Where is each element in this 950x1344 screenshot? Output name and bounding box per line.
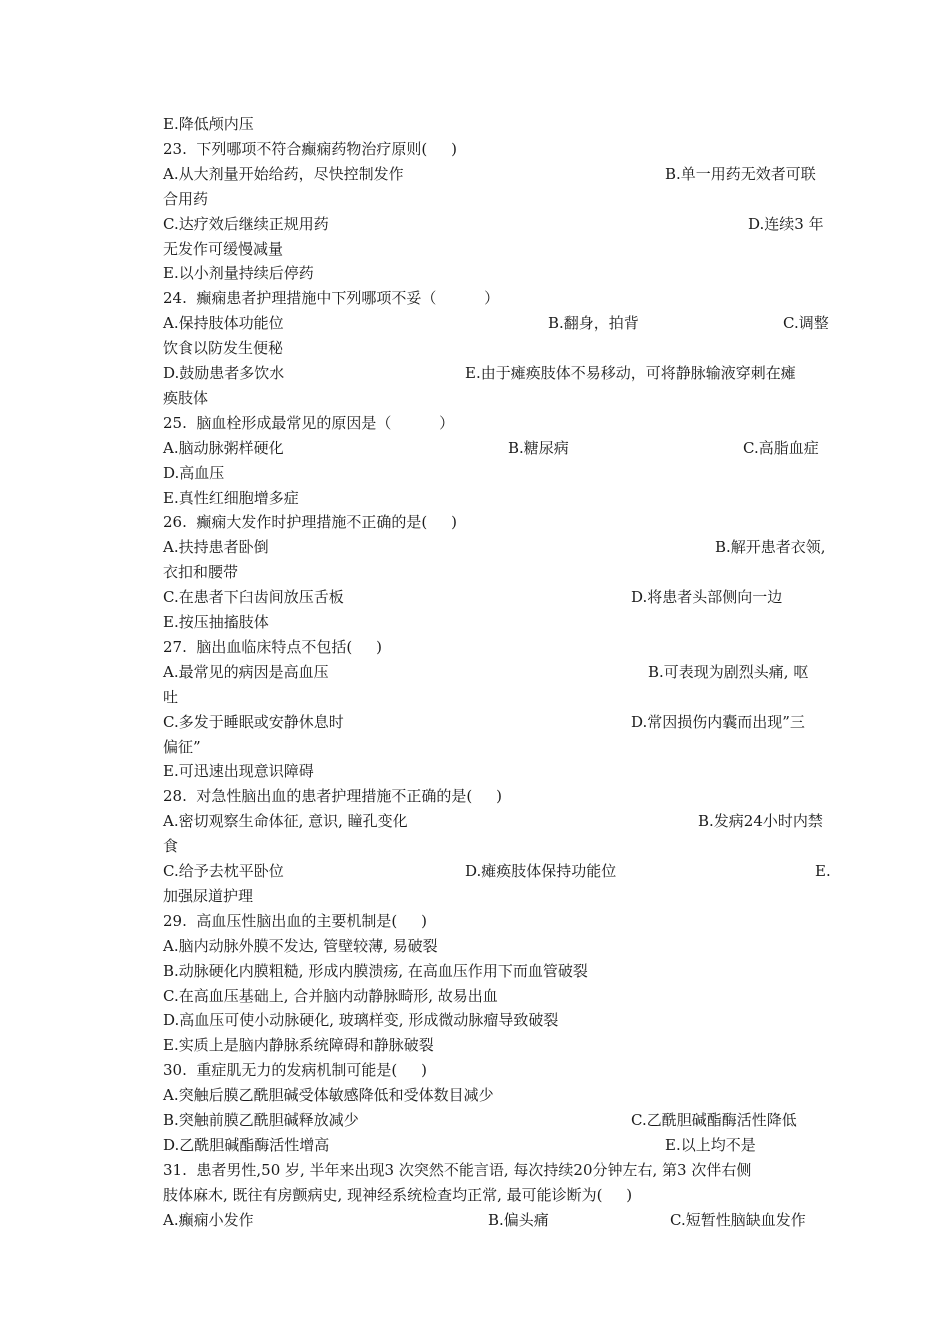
- text-segment: E.可迅速出现意识障碍: [163, 762, 314, 781]
- text-line: [163, 859, 833, 884]
- text-line: [163, 759, 833, 784]
- text-segment: E.真性红细胞增多症: [163, 488, 299, 507]
- text-line: [163, 685, 833, 710]
- text-segment: 25. 脑血栓形成最常见的原因是（ ）: [163, 413, 455, 432]
- text-segment: A.最常见的病因是高血压: [163, 662, 329, 681]
- text-line: [163, 535, 833, 560]
- text-segment: A.密切观察生命体征, 意识, 瞳孔变化: [163, 812, 408, 831]
- text-segment: A.脑动脉粥样硬化: [163, 438, 284, 457]
- text-line: [163, 162, 833, 187]
- text-segment: D.连续3 年: [748, 214, 824, 233]
- text-line: [163, 411, 833, 436]
- text-segment: 痪肢体: [163, 388, 209, 407]
- text-segment: D.常因损伤内囊而出现”三: [631, 712, 805, 731]
- text-segment: 吐: [163, 687, 179, 706]
- text-line: [163, 212, 833, 237]
- text-segment: D.乙酰胆碱酯酶活性增高: [163, 1135, 330, 1154]
- text-segment: 饮食以防发生便秘: [163, 339, 284, 358]
- text-segment: B.糖尿病: [508, 438, 569, 457]
- text-line: [163, 336, 833, 361]
- text-segment: B.单一用药无效者可联: [665, 164, 816, 183]
- text-segment: C.达疗效后继续正规用药: [163, 214, 329, 233]
- text-segment: A.脑内动脉外膜不发达, 管壁较薄, 易破裂: [163, 936, 438, 955]
- text-segment: C.在患者下臼齿间放压舌板: [163, 588, 344, 607]
- text-line: [163, 1058, 833, 1083]
- text-line: [163, 112, 833, 137]
- text-line: [163, 585, 833, 610]
- text-line: [163, 137, 833, 162]
- text-segment: D.高血压可使小动脉硬化, 玻璃样变, 形成微动脉瘤导致破裂: [163, 1011, 559, 1030]
- text-line: [163, 311, 833, 336]
- text-line: [163, 187, 833, 212]
- text-segment: C.高脂血症: [743, 438, 819, 457]
- text-segment: C.乙酰胆碱酯酶活性降低: [631, 1111, 797, 1129]
- text-segment: 28. 对急性脑出血的患者护理措施不正确的是( ): [163, 787, 502, 806]
- text-segment: E.: [815, 862, 831, 880]
- text-line: [163, 1008, 833, 1033]
- text-line: [163, 1208, 833, 1233]
- text-line: [163, 510, 833, 535]
- text-segment: B.解开患者衣领,: [715, 538, 826, 557]
- text-segment: 30. 重症肌无力的发病机制可能是( ): [163, 1061, 427, 1080]
- text-line: [163, 1133, 833, 1158]
- text-segment: E.降低颅内压: [163, 115, 254, 133]
- text-line: [163, 710, 833, 735]
- text-line: [163, 959, 833, 984]
- text-line: [163, 560, 833, 585]
- text-segment: C.给予去枕平卧位: [163, 862, 284, 880]
- text-segment: 26. 癫痫大发作时护理措施不正确的是( ): [163, 513, 457, 532]
- text-segment: 食: [163, 837, 179, 856]
- text-segment: D.鼓励患者多饮水: [163, 364, 285, 382]
- text-segment: D.高血压: [163, 463, 225, 482]
- text-line: [163, 909, 833, 934]
- text-line: [163, 486, 833, 511]
- text-line: [163, 1108, 833, 1133]
- text-segment: A.扶持患者卧倒: [163, 538, 269, 557]
- text-segment: B.动脉硬化内膜粗糙, 形成内膜溃疡, 在高血压作用下而血管破裂: [163, 961, 588, 980]
- text-line: [163, 610, 833, 635]
- text-segment: E.按压抽搐肢体: [163, 613, 269, 631]
- text-line: [163, 834, 833, 859]
- text-segment: A.保持肢体功能位: [163, 314, 284, 333]
- text-segment: C.多发于睡眠或安静休息时: [163, 712, 344, 731]
- text-line: [163, 1183, 833, 1208]
- text-segment: C.在高血压基础上, 合并脑内动静脉畸形, 故易出血: [163, 986, 498, 1005]
- text-segment: 23. 下列哪项不符合癫痫药物治疗原则( ): [163, 139, 457, 158]
- text-line: [163, 386, 833, 411]
- text-segment: C.短暂性脑缺血发作: [670, 1210, 806, 1229]
- text-segment: 肢体麻木, 既往有房颤病史, 现神经系统检查均正常, 最可能诊断为( ): [163, 1185, 633, 1204]
- text-segment: B.发病24小时内禁: [698, 812, 823, 831]
- text-segment: 加强尿道护理: [163, 886, 254, 905]
- text-line: [163, 784, 833, 809]
- text-line: [163, 735, 833, 760]
- text-line: [163, 934, 833, 959]
- text-segment: B.翻身，拍背: [548, 314, 639, 333]
- text-line: [163, 984, 833, 1009]
- text-segment: E.以小剂量持续后停药: [163, 264, 314, 283]
- text-segment: E.以上均不是: [665, 1135, 756, 1154]
- text-segment: 衣扣和腰带: [163, 563, 239, 582]
- text-segment: C.调整: [783, 314, 829, 333]
- text-line: [163, 1158, 833, 1183]
- text-line: [163, 884, 833, 909]
- text-segment: B.偏头痛: [488, 1210, 549, 1229]
- text-line: [163, 286, 833, 311]
- text-line: [163, 1083, 833, 1108]
- text-segment: D.瘫痪肢体保持功能位: [465, 862, 617, 880]
- text-line: [163, 461, 833, 486]
- text-segment: 31. 患者男性,50 岁, 半年来出现3 次突然不能言语, 每次持续20分钟左右, 第3 次伴右侧: [163, 1160, 752, 1179]
- text-segment: 27. 脑出血临床特点不包括( ): [163, 637, 382, 656]
- text-line: [163, 635, 833, 660]
- text-segment: 合用药: [163, 189, 209, 208]
- text-segment: 24. 癫痫患者护理措施中下列哪项不妥（ ）: [163, 289, 500, 308]
- text-line: [163, 361, 833, 386]
- text-segment: B.可表现为剧烈头痛, 呕: [648, 662, 809, 681]
- text-line: [163, 261, 833, 286]
- text-line: [163, 809, 833, 834]
- text-segment: D.将患者头部侧向一边: [631, 588, 783, 607]
- text-segment: A.从大剂量开始给药，尽快控制发作: [163, 164, 404, 183]
- text-segment: A.癫痫小发作: [163, 1210, 254, 1229]
- text-segment: 29. 高血压性脑出血的主要机制是( ): [163, 911, 427, 930]
- text-line: [163, 660, 833, 685]
- text-line: [163, 1033, 833, 1058]
- text-segment: B.突触前膜乙酰胆碱释放减少: [163, 1111, 359, 1129]
- text-segment: 无发作可缓慢减量: [163, 239, 284, 258]
- text-line: [163, 237, 833, 262]
- text-segment: E.由于瘫痪肢体不易移动，可将静脉输液穿刺在瘫: [465, 364, 796, 382]
- text-segment: 偏征”: [163, 737, 201, 756]
- text-line: [163, 436, 833, 461]
- text-segment: A.突触后膜乙酰胆碱受体敏感降低和受体数目减少: [163, 1086, 494, 1105]
- text-segment: E.实质上是脑内静脉系统障碍和静脉破裂: [163, 1036, 434, 1055]
